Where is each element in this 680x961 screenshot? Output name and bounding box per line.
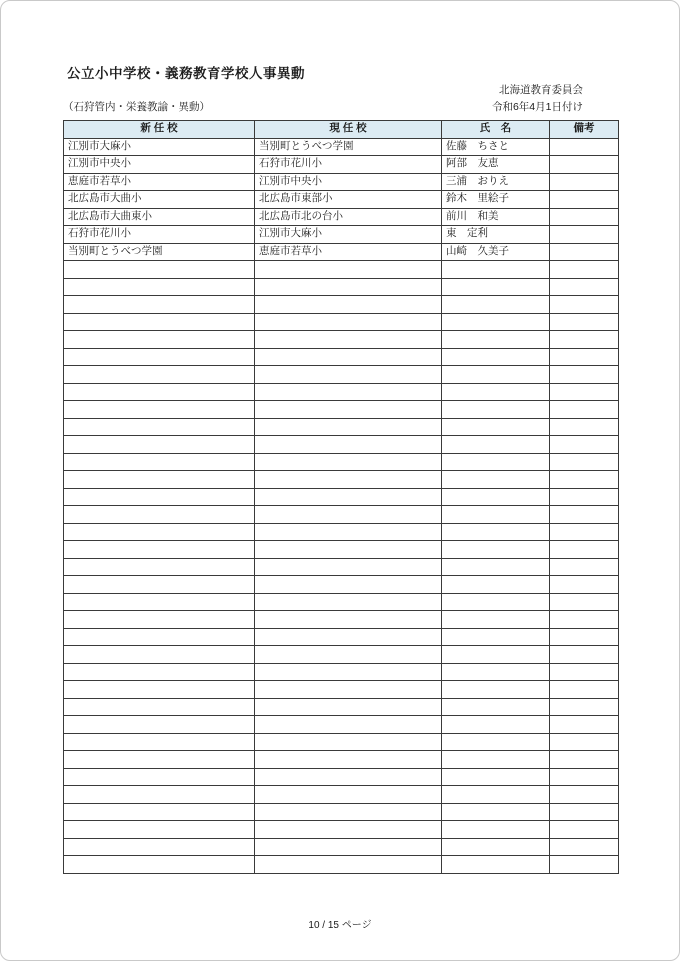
cell-current-school	[255, 296, 442, 314]
cell-name	[442, 628, 550, 646]
personnel-transfer-table	[63, 120, 619, 874]
table-row-empty	[64, 471, 619, 489]
cell-name: 鈴木 里絵子	[442, 191, 550, 209]
cell-current-school: 恵庭市若草小	[255, 243, 442, 261]
cell-name: 阿部 友恵	[442, 156, 550, 174]
table-body	[64, 138, 619, 873]
cell-current-school	[255, 436, 442, 454]
cell-new-school	[64, 821, 255, 839]
table-row-empty	[64, 261, 619, 279]
cell-current-school	[255, 366, 442, 384]
cell-note	[550, 261, 619, 279]
table-row-empty	[64, 348, 619, 366]
effective-date: 令和6年4月1日付け	[491, 101, 583, 113]
table-row	[64, 208, 619, 226]
cell-name	[442, 313, 550, 331]
cell-new-school: 江別市大麻小	[64, 138, 255, 156]
cell-new-school	[64, 611, 255, 629]
cell-new-school	[64, 401, 255, 419]
cell-new-school	[64, 646, 255, 664]
table-row-empty	[64, 401, 619, 419]
cell-note	[550, 768, 619, 786]
cell-note	[550, 383, 619, 401]
table-row-empty	[64, 803, 619, 821]
cell-note	[550, 733, 619, 751]
organization-name: 北海道教育委員会	[499, 84, 583, 96]
cell-name	[442, 838, 550, 856]
cell-name	[442, 768, 550, 786]
cell-current-school	[255, 646, 442, 664]
table-row	[64, 138, 619, 156]
table-row-empty	[64, 733, 619, 751]
cell-name	[442, 331, 550, 349]
page-number: 10 / 15 ページ	[308, 920, 372, 931]
cell-name	[442, 856, 550, 874]
cell-note	[550, 751, 619, 769]
cell-current-school	[255, 663, 442, 681]
table-row	[64, 243, 619, 261]
column-header-note: 備考	[550, 121, 619, 139]
table-row-empty	[64, 646, 619, 664]
cell-name: 三浦 おりえ	[442, 173, 550, 191]
cell-name: 前川 和美	[442, 208, 550, 226]
cell-name	[442, 751, 550, 769]
cell-new-school	[64, 716, 255, 734]
cell-new-school	[64, 576, 255, 594]
cell-new-school	[64, 663, 255, 681]
table-row-empty	[64, 313, 619, 331]
cell-name	[442, 278, 550, 296]
table-row-empty	[64, 611, 619, 629]
cell-note	[550, 471, 619, 489]
cell-note	[550, 628, 619, 646]
cell-name	[442, 523, 550, 541]
table-row-empty	[64, 698, 619, 716]
cell-current-school: 江別市大麻小	[255, 226, 442, 244]
cell-name	[442, 348, 550, 366]
cell-name	[442, 821, 550, 839]
cell-name	[442, 646, 550, 664]
cell-current-school	[255, 278, 442, 296]
cell-current-school: 江別市中央小	[255, 173, 442, 191]
cell-note	[550, 558, 619, 576]
cell-new-school	[64, 348, 255, 366]
cell-new-school: 石狩市花川小	[64, 226, 255, 244]
column-header-current-school: 現 任 校	[255, 121, 442, 139]
cell-note	[550, 716, 619, 734]
cell-name	[442, 803, 550, 821]
cell-name	[442, 786, 550, 804]
cell-note	[550, 803, 619, 821]
table-row	[64, 156, 619, 174]
cell-new-school	[64, 856, 255, 874]
cell-note	[550, 226, 619, 244]
cell-current-school	[255, 768, 442, 786]
cell-note	[550, 821, 619, 839]
cell-new-school	[64, 436, 255, 454]
cell-note	[550, 418, 619, 436]
cell-current-school	[255, 383, 442, 401]
table-row-empty	[64, 436, 619, 454]
cell-note	[550, 191, 619, 209]
cell-name	[442, 576, 550, 594]
table-row-empty	[64, 331, 619, 349]
cell-current-school	[255, 803, 442, 821]
cell-new-school	[64, 803, 255, 821]
cell-new-school	[64, 681, 255, 699]
cell-new-school	[64, 558, 255, 576]
cell-new-school	[64, 418, 255, 436]
table-row-empty	[64, 628, 619, 646]
cell-new-school	[64, 541, 255, 559]
cell-note	[550, 278, 619, 296]
cell-note	[550, 838, 619, 856]
cell-note	[550, 576, 619, 594]
table-row-empty	[64, 593, 619, 611]
cell-current-school	[255, 751, 442, 769]
cell-current-school	[255, 733, 442, 751]
cell-current-school	[255, 576, 442, 594]
table-row-empty	[64, 716, 619, 734]
cell-note	[550, 156, 619, 174]
cell-note	[550, 523, 619, 541]
cell-new-school	[64, 786, 255, 804]
cell-current-school	[255, 331, 442, 349]
cell-name	[442, 681, 550, 699]
cell-new-school: 北広島市大曲小	[64, 191, 255, 209]
cell-new-school	[64, 278, 255, 296]
cell-note	[550, 173, 619, 191]
cell-new-school	[64, 488, 255, 506]
cell-note	[550, 401, 619, 419]
cell-name: 山崎 久美子	[442, 243, 550, 261]
cell-note	[550, 488, 619, 506]
cell-current-school	[255, 313, 442, 331]
cell-name	[442, 471, 550, 489]
cell-current-school: 北広島市北の台小	[255, 208, 442, 226]
cell-new-school	[64, 366, 255, 384]
table-row-empty	[64, 541, 619, 559]
cell-note	[550, 541, 619, 559]
cell-current-school	[255, 628, 442, 646]
cell-new-school	[64, 506, 255, 524]
cell-new-school	[64, 838, 255, 856]
cell-current-school	[255, 506, 442, 524]
cell-current-school: 北広島市東部小	[255, 191, 442, 209]
table-row-empty	[64, 383, 619, 401]
cell-note	[550, 698, 619, 716]
table-row-empty	[64, 558, 619, 576]
cell-new-school	[64, 453, 255, 471]
cell-current-school	[255, 541, 442, 559]
cell-note	[550, 681, 619, 699]
cell-note	[550, 453, 619, 471]
cell-current-school	[255, 821, 442, 839]
table-row-empty	[64, 751, 619, 769]
table-row	[64, 226, 619, 244]
cell-new-school	[64, 471, 255, 489]
cell-note	[550, 436, 619, 454]
cell-current-school	[255, 786, 442, 804]
cell-note	[550, 663, 619, 681]
cell-name: 東 定利	[442, 226, 550, 244]
cell-note	[550, 786, 619, 804]
table-row-empty	[64, 296, 619, 314]
document-subtitle: （石狩管内・栄養教諭・異動）	[63, 101, 210, 113]
column-header-name: 氏 名	[442, 121, 550, 139]
table-row-empty	[64, 418, 619, 436]
cell-current-school	[255, 856, 442, 874]
table-row-empty	[64, 786, 619, 804]
cell-current-school	[255, 611, 442, 629]
cell-note	[550, 243, 619, 261]
cell-current-school	[255, 401, 442, 419]
cell-current-school	[255, 418, 442, 436]
cell-current-school: 石狩市花川小	[255, 156, 442, 174]
table-row-empty	[64, 488, 619, 506]
cell-name	[442, 506, 550, 524]
cell-current-school	[255, 681, 442, 699]
cell-current-school	[255, 261, 442, 279]
table-row	[64, 173, 619, 191]
cell-name	[442, 488, 550, 506]
cell-current-school	[255, 558, 442, 576]
cell-new-school	[64, 751, 255, 769]
table-row-empty	[64, 506, 619, 524]
cell-name	[442, 296, 550, 314]
table-row-empty	[64, 663, 619, 681]
cell-current-school	[255, 453, 442, 471]
cell-new-school	[64, 768, 255, 786]
cell-current-school	[255, 716, 442, 734]
table-row-empty	[64, 366, 619, 384]
cell-new-school	[64, 523, 255, 541]
cell-current-school	[255, 471, 442, 489]
cell-note	[550, 296, 619, 314]
table-row-empty	[64, 821, 619, 839]
table-row-empty	[64, 681, 619, 699]
table-row-empty	[64, 576, 619, 594]
cell-name	[442, 418, 550, 436]
cell-note	[550, 208, 619, 226]
table-row-empty	[64, 856, 619, 874]
cell-current-school: 当別町とうべつ学園	[255, 138, 442, 156]
cell-name	[442, 436, 550, 454]
table-row	[64, 191, 619, 209]
cell-new-school	[64, 628, 255, 646]
cell-new-school	[64, 733, 255, 751]
table-header-row	[64, 121, 619, 139]
cell-note	[550, 856, 619, 874]
cell-current-school	[255, 523, 442, 541]
cell-note	[550, 348, 619, 366]
cell-new-school: 当別町とうべつ学園	[64, 243, 255, 261]
cell-name	[442, 698, 550, 716]
page-title: 公立小中学校・義務教育学校人事異動	[67, 66, 305, 81]
cell-current-school	[255, 698, 442, 716]
cell-name: 佐藤 ちさと	[442, 138, 550, 156]
table-row-empty	[64, 453, 619, 471]
cell-name	[442, 401, 550, 419]
cell-current-school	[255, 593, 442, 611]
cell-note	[550, 366, 619, 384]
cell-note	[550, 138, 619, 156]
cell-name	[442, 366, 550, 384]
table-row-empty	[64, 838, 619, 856]
cell-name	[442, 558, 550, 576]
cell-new-school: 江別市中央小	[64, 156, 255, 174]
cell-current-school	[255, 348, 442, 366]
cell-new-school	[64, 593, 255, 611]
cell-new-school	[64, 313, 255, 331]
column-header-new-school: 新 任 校	[64, 121, 255, 139]
cell-new-school: 北広島市大曲東小	[64, 208, 255, 226]
cell-new-school: 恵庭市若草小	[64, 173, 255, 191]
table-row-empty	[64, 523, 619, 541]
cell-name	[442, 611, 550, 629]
cell-current-school	[255, 488, 442, 506]
cell-name	[442, 261, 550, 279]
cell-name	[442, 733, 550, 751]
cell-name	[442, 663, 550, 681]
cell-note	[550, 646, 619, 664]
cell-name	[442, 593, 550, 611]
cell-name	[442, 383, 550, 401]
cell-new-school	[64, 331, 255, 349]
table-row-empty	[64, 278, 619, 296]
cell-name	[442, 541, 550, 559]
cell-note	[550, 593, 619, 611]
cell-new-school	[64, 383, 255, 401]
cell-name	[442, 716, 550, 734]
cell-current-school	[255, 838, 442, 856]
cell-new-school	[64, 261, 255, 279]
cell-note	[550, 313, 619, 331]
cell-note	[550, 506, 619, 524]
table-row-empty	[64, 768, 619, 786]
cell-new-school	[64, 698, 255, 716]
cell-new-school	[64, 296, 255, 314]
cell-note	[550, 611, 619, 629]
cell-name	[442, 453, 550, 471]
cell-note	[550, 331, 619, 349]
